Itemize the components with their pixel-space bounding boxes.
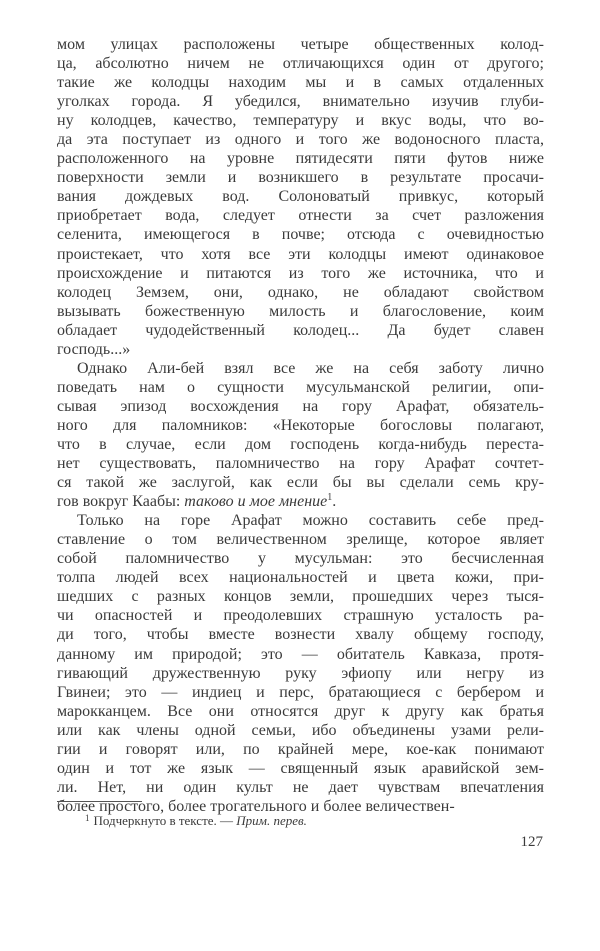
text-line: вызывать божественную милость и благословение, коим (57, 302, 544, 320)
text-line: данному им природой; это — обитатель Кавказа, протя- (57, 645, 544, 663)
footnote-mark: 1 (85, 813, 90, 823)
footnote-italic: Прим. перев. (236, 813, 307, 828)
text-line: один и тот же язык — священный язык аравийской зем- (57, 759, 544, 777)
footnote-text: Подчеркнуто в тексте. — (93, 813, 237, 828)
text-line: нет существовать, паломничество на гору Арафат сочтет- (57, 455, 544, 473)
text-line: обладает чудодейственный колодец... Да будет славен (57, 321, 544, 339)
body-text (57, 35, 544, 816)
footnote-divider (57, 801, 142, 802)
text-line: ли. Нет, ни один культ не дает чувствам впечатления (57, 778, 544, 796)
text-segment: гов вокруг Каабы: (57, 493, 185, 511)
text-line: ди того, чтобы вместе вознести хвалу общему господу, (57, 626, 544, 644)
text-line: марокканцем. Все они относятся друг к другу как братья (57, 702, 544, 720)
text-line: ся такой же заслугой, как если бы вы сделали семь кру- (57, 474, 544, 492)
text-line: толпа людей всех национальностей и цвета кожи, при- (57, 569, 544, 587)
page-number: 127 (520, 834, 543, 850)
paragraph-1 (57, 35, 544, 359)
paragraph-3 (57, 511, 544, 816)
text-line: гии и говорят или, по крайней мере, кое-как понимают (57, 740, 544, 758)
text-line: что в случае, если дом господень когда-нибудь переста- (57, 435, 544, 453)
text-line: Гвинеи; это — индиец и перс, братающиеся с бербером и (57, 683, 544, 701)
footnote-reference: 1 (327, 492, 333, 504)
text-line: ного для паломников: «Некоторые богословы полагают, (57, 416, 544, 434)
footnote (85, 813, 307, 829)
italic-emphasis: таково и мое мнение (184, 493, 328, 511)
text-line: приобретает вода, следует отнести за счет разложения (57, 207, 544, 225)
text-line (57, 492, 544, 511)
text-line: мом улицах расположены четыре общественных колод- (57, 36, 544, 53)
text-line: более простого, более трогательного и более величествен- (57, 797, 455, 815)
text-line: собой паломничество у мусульман: это бесчисленная (57, 550, 544, 568)
text-line: уголках города. Я убедился, внимательно изучив глуби- (57, 93, 544, 111)
text-line: поверхности земли и возникшего в результате просачи- (57, 169, 544, 187)
text-line: да эта поступает из одного и того же водоносного пласта, (57, 131, 544, 149)
text-line: колодец Земзем, они, однако, не обладают свойством (57, 283, 544, 301)
text-line: поведать нам о сущности мусульманской религии, опи- (57, 378, 544, 396)
text-line: происхождение и питаются из того же источника, что и (57, 264, 544, 282)
text-line: Однако Али-бей взял все же на себя заботу лично (77, 359, 544, 377)
text-line: ца, абсолютно ничем не отличающихся один от другого; (57, 55, 544, 73)
text-line: господь...» (57, 340, 131, 358)
text-line: шедших с разных концов земли, прошедших через тыся- (57, 588, 544, 606)
text-segment: . (332, 493, 337, 511)
text-line: расположенного на уровне пятидесяти пяти футов ниже (57, 150, 544, 168)
text-line: такие же колодцы находим мы и в самых отдаленных (57, 74, 544, 92)
text-line: проистекает, что хотя все эти колодцы имеют одинаковое (57, 245, 544, 263)
text-line: гивающий дружественную руку эфиопу или негру из (57, 664, 544, 682)
text-line: ну колодцев, качество, температуру и вкус воды, что во- (57, 112, 544, 130)
text-line: ставление о том величественном зрелище, которое являет (57, 531, 544, 549)
paragraph-2 (57, 359, 544, 511)
text-line: вания дождевых вод. Солоноватый привкус, который (57, 188, 544, 206)
text-line: селенита, имеющегося в почве; отсюда с очевидностью (57, 226, 544, 244)
text-line: чи опасностей и преодолевших страшную усталость ра- (57, 607, 544, 625)
text-line: или как члены одной семьи, ибо объединены узами рели- (57, 721, 544, 739)
text-line: Только на горе Арафат можно составить себе пред- (77, 512, 544, 530)
text-line: сывая эпизод восхождения на гору Арафат, обязатель- (57, 397, 544, 415)
